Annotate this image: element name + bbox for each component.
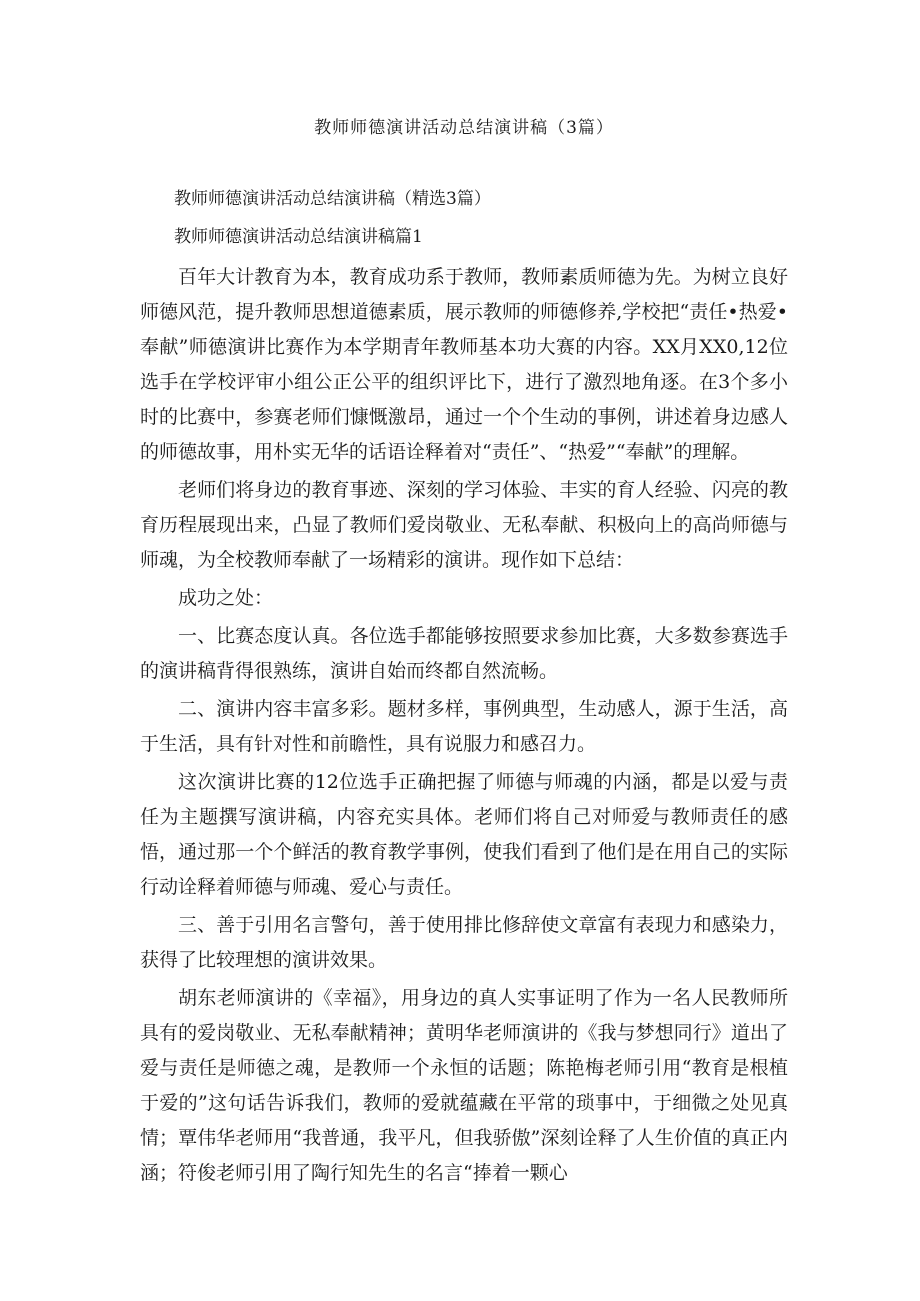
document-subtitle: 教师师德演讲活动总结演讲稿（精选3篇） <box>174 189 491 209</box>
paragraph: 成功之处： <box>178 587 274 609</box>
paragraph: 三、善于引用名言警句，善于使用排比修辞使文章富有表现力和感染力，获得了比较理想的演讲效果。 <box>140 914 788 971</box>
paragraph: 一、比赛态度认真。各位选手都能够按照要求参加比赛，大多数参赛选手的演讲稿背得很熟练，演讲自始而终都自然流畅。 <box>140 625 788 682</box>
section-title: 教师师德演讲活动总结演讲稿篇1 <box>174 227 423 247</box>
paragraph: 胡东老师演讲的《幸福》，用身边的真人实事证明了作为一名人民教师所具有的爱岗敬业、无私奉献精神；黄明华老师演讲的《我与梦想同行》道出了爱与责任是师德之魂，是教师一个永恒的话题；陈艳梅老师引用“教育是根植于爱的”这句话告诉我们，教师的爱就蕴藏在平常的琐事中，于细微之处见真情；覃伟华老师用“我普通，我平凡，但我骄傲”深刻诠释了人生价值的真正内涵；符俊老师引用了陶行知先生的名言“捧着一颗心 <box>140 987 788 1184</box>
paragraph: 二、演讲内容丰富多彩。题材多样，事例典型，生动感人，源于生活，高于生活，具有针对性和前瞻性，具有说服力和感召力。 <box>140 698 788 755</box>
paragraph: 老师们将身边的教育事迹、深刻的学习体验、丰实的育人经验、闪亮的教育历程展现出来，凸显了教师们爱岗敬业、无私奉献、积极向上的高尚师德与师魂，为全校教师奉献了一场精彩的演讲。现作如下总结： <box>140 479 788 571</box>
paragraph: 百年大计教育为本，教育成功系于教师，教师素质师德为先。为树立良好师德风范，提升教师思想道德素质，展示教师的师德修养,学校把“责任•热爱•奉献”师德演讲比赛作为本学期青年教师基本功大赛的内容。XX月XX0,12位选手在学校评审小组公正公平的组织评比下，进行了激烈地角逐。在3个多小时的比赛中，参赛老师们慷慨激昂，通过一个个生动的事例，讲述着身边感人的师德故事，用朴实无华的话语诠释着对“责任”、“热爱”“奉献”的理解。 <box>140 266 788 463</box>
document-title: 教师师德演讲活动总结演讲稿（3篇） <box>314 118 614 138</box>
paragraph: 这次演讲比赛的12位选手正确把握了师德与师魂的内涵，都是以爱与责任为主题撰写演讲稿，内容充实具体。老师们将自己对师爱与教师责任的感悟，通过那一个个鲜活的教育教学事例，使我们看到了他们是在用自己的实际行动诠释着师德与师魂、爱心与责任。 <box>140 771 788 898</box>
